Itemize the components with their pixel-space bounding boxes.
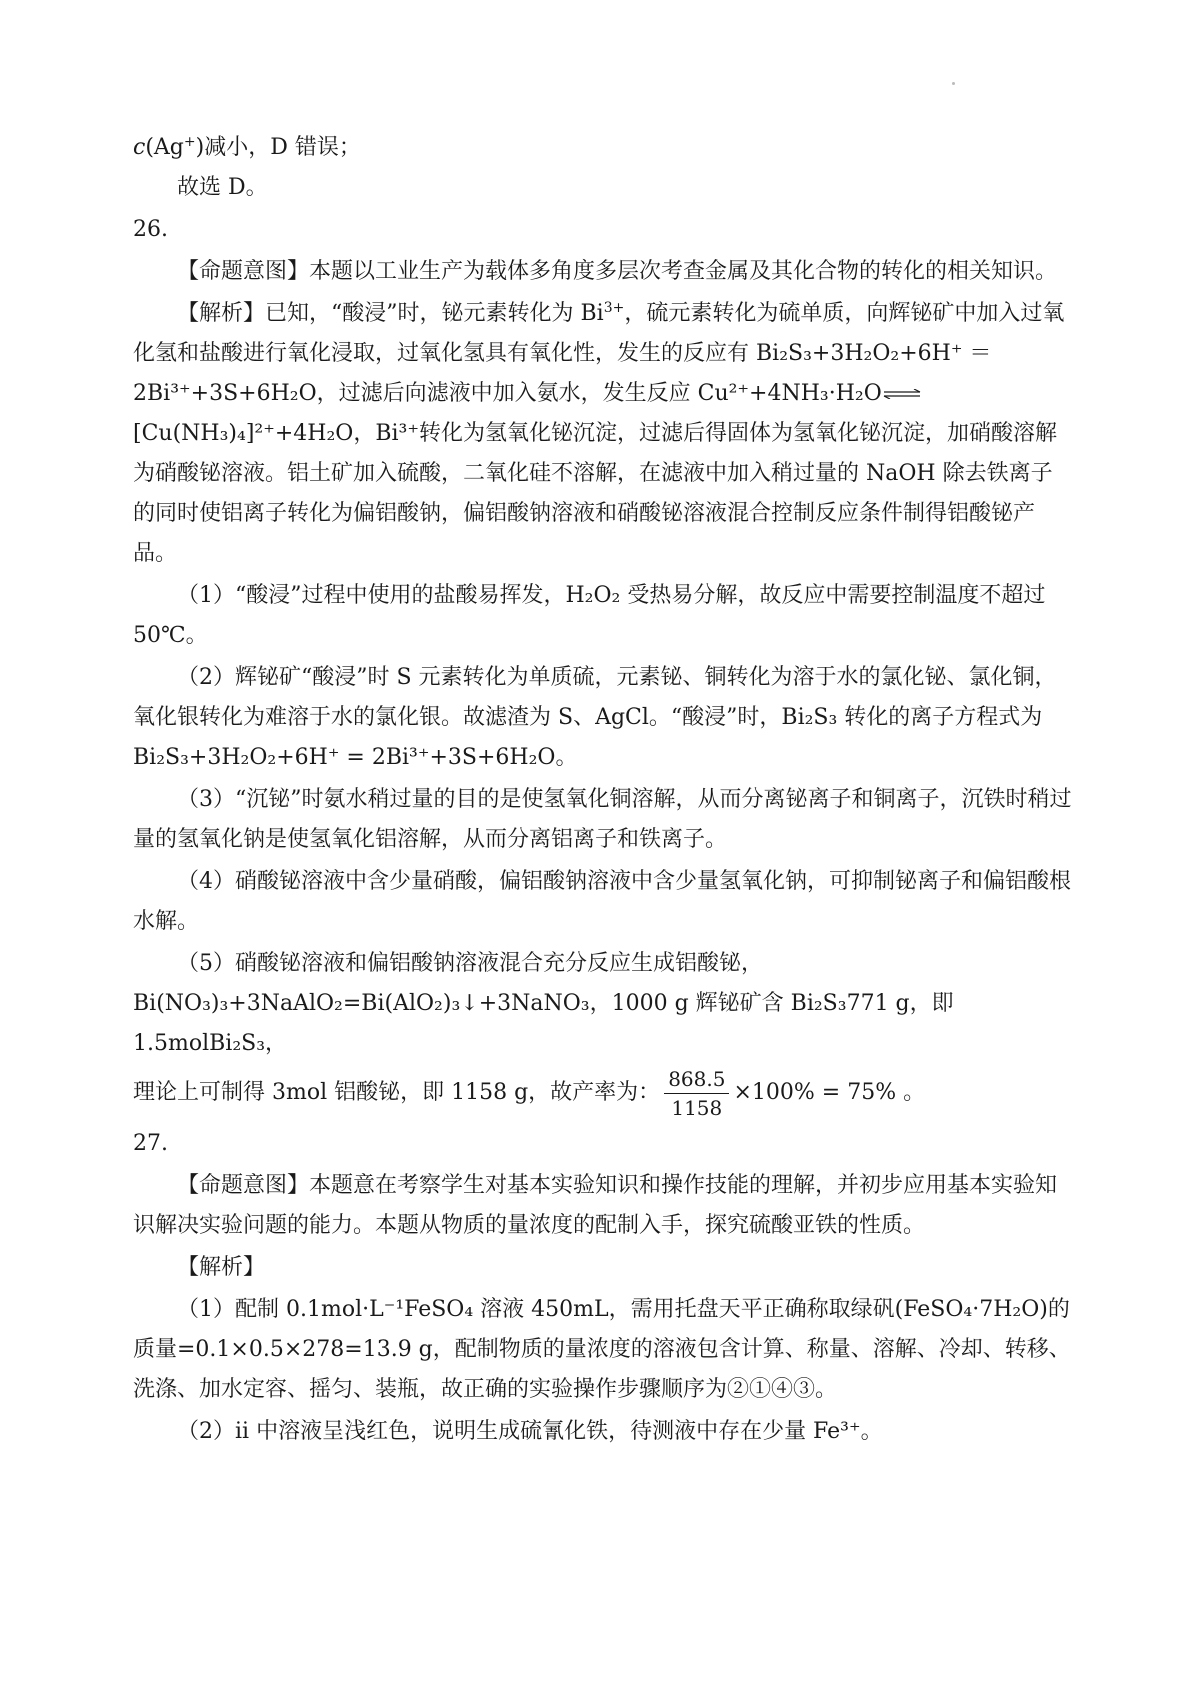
q26-number: 26.: [133, 217, 168, 242]
q27-part-1: （1）配制 0.1mol·L⁻¹FeSO₄ 溶液 450mL，需用托盘天平正确称取绿矾(FeSO₄·7H₂O)的质量=0.1×0.5×278=13.9 g，配制物质的量浓度的溶液包含计算、称量、溶解、冷却、转移、洗涤、加水定容、摇匀、装瓶，故正确的实验操作步骤顺序为②①④③。: [133, 1297, 1071, 1402]
intent-label: 【命题意图】: [177, 259, 310, 284]
intent-label: 【命题意图】: [177, 1173, 310, 1198]
equilibrium-arrow-icon: [882, 389, 922, 399]
q27-intent: 【命题意图】本题意在考察学生对基本实验知识和操作技能的理解，并初步应用基本实验知识解决实验问题的能力。本题从物质的量浓度的配制入手，探究硫酸亚铁的性质。: [133, 1173, 1058, 1238]
q26-part-5-yield: 理论上可制得 3mol 铝酸铋，即 1158 g，故产率为： $\frac{868.5}{1158}$ ×100% = 75% 。: [133, 1066, 926, 1120]
q26-part-5: （5）硝酸铋溶液和偏铝酸钠溶液混合充分反应生成铝酸铋，Bi(NO₃)₃+3NaAlO₂=Bi(AlO₂)₃↓+3NaNO₃，1000 g 辉铋矿含 Bi₂S₃771 g，即 1.5molBi₂S₃，: [133, 951, 954, 1056]
q26-part-3: （3）“沉铋”时氨水稍过量的目的是使氢氧化铜溶解，从而分离铋离子和铜离子，沉铁时稍过量的氢氧化钠是使氢氧化铝溶解，从而分离铝离子和铁离子。: [133, 787, 1072, 852]
scan-artifact: [952, 82, 955, 85]
analysis-label: 【解析】: [177, 301, 266, 326]
answer-content: [133, 128, 1073, 1452]
q26-part-1: （1）“酸浸”过程中使用的盐酸易挥发，H₂O₂ 受热易分解，故反应中需要控制温度不超过 50℃。: [133, 583, 1046, 648]
q26-analysis: 【解析】已知，“酸浸”时，铋元素转化为 $Bi^{3+}$，硫元素转化为硫单质，向辉铋矿中加入过氧化氢和盐酸进行氧化浸取，过氧化氢具有氧化性，发生的反应有 Bi₂S₃+3H₂O₂+6H⁺ ＝ 2Bi³⁺+3S+6H₂O，过滤后向滤液中加入氨水，发生反应 Cu²⁺+4NH₃·H₂O[Cu(NH₃)₄]²⁺+4H₂O，Bi³⁺转化为氢氧化铋沉淀，过滤后得固体为氢氧化铋沉淀，加硝酸溶解为硝酸铋溶液。铝土矿加入硫酸，二氧化硅不溶解，在滤液中加入稍过量的 NaOH 除去铁离子的同时使铝离子转化为偏铝酸钠，偏铝酸钠溶液和硝酸铋溶液混合控制反应条件制得铝酸铋产品。: [133, 300, 1065, 566]
q27-part-2: （2）ii 中溶液呈浅红色，说明生成硫氰化铁，待测液中存在少量 Fe³⁺。: [177, 1419, 883, 1444]
prev-answer-ending: c(Ag+)减小，D 错误；: [133, 134, 361, 160]
prev-answer-choice: 故选 D。: [177, 175, 268, 200]
equation-2-left: Cu²⁺+4NH₃·H₂O: [697, 381, 882, 406]
q26-part-2: （2）辉铋矿“酸浸”时 S 元素转化为单质硫，元素铋、铜转化为溶于水的氯化铋、氯化铜，氧化银转化为难溶于水的氯化银。故滤渣为 S、AgCl。“酸浸”时，Bi₂S₃ 转化的离子方程式为 Bi₂S₃+3H₂O₂+6H⁺ = 2Bi³⁺+3S+6H₂O。: [133, 665, 1057, 770]
equation-1: Bi₂S₃+3H₂O₂+6H⁺ ＝ 2Bi³⁺+3S+6H₂O: [133, 341, 992, 406]
q26-part-4: （4）硝酸铋溶液中含少量硝酸，偏铝酸钠溶液中含少量氢氧化钠，可抑制铋离子和偏铝酸根水解。: [133, 869, 1072, 934]
q27-analysis-label: 【解析】: [177, 1255, 266, 1280]
q26-intent: 【命题意图】本题以工业生产为载体多角度多层次考查金属及其化合物的转化的相关知识。: [177, 259, 1058, 284]
yield-fraction: $\frac{868.5}{1158}$: [664, 1065, 729, 1122]
q27-number: 27.: [133, 1131, 168, 1156]
equation-2-right: [Cu(NH₃)₄]²⁺+4H₂O: [133, 421, 354, 446]
